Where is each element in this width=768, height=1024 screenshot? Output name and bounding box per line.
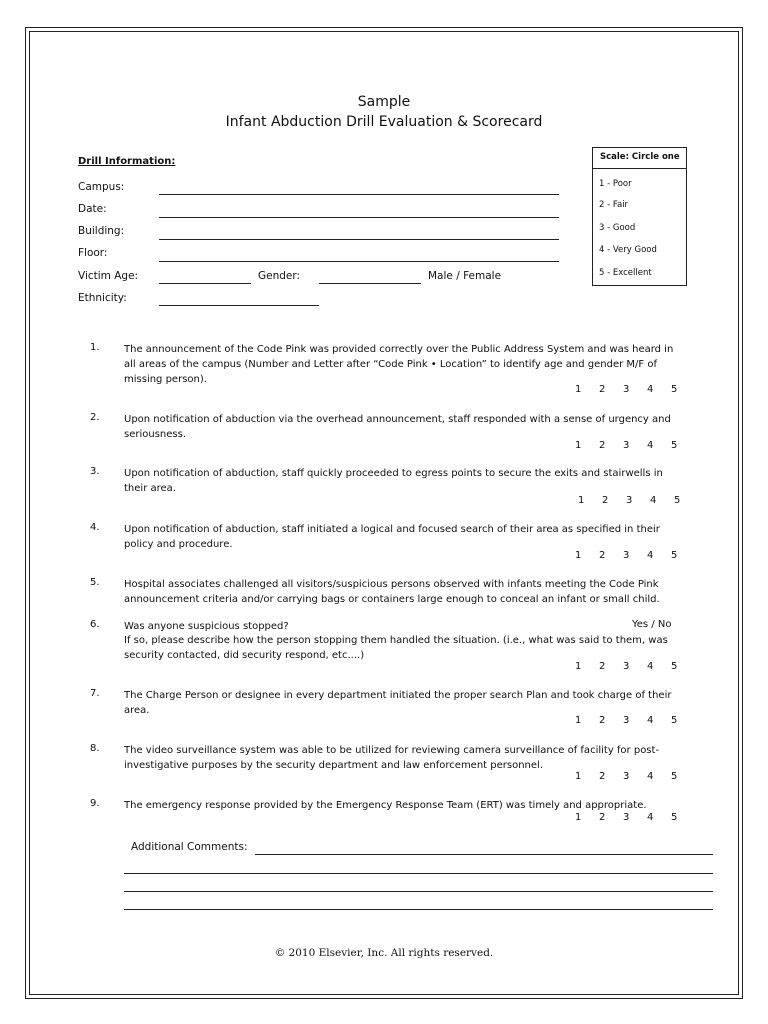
rating-option[interactable]: 5 bbox=[671, 771, 678, 782]
rating-option[interactable]: 4 bbox=[647, 715, 654, 726]
question-number: 3. bbox=[90, 466, 100, 477]
rating-option[interactable]: 5 bbox=[671, 715, 678, 726]
rating-option[interactable]: 3 bbox=[623, 384, 630, 395]
scale-item-very-good: 4 - Very Good bbox=[599, 245, 657, 255]
question-text-followup: If so, please describe how the person stopping them handled the situation. (i.e., what was said to them, was security contacted, did security respond, etc....) bbox=[124, 635, 668, 661]
rating-scale-q9[interactable] bbox=[575, 812, 695, 823]
rating-option[interactable]: 5 bbox=[671, 550, 678, 561]
rating-option[interactable]: 3 bbox=[623, 550, 630, 561]
question-text: The emergency response provided by the Emergency Response Team (ERT) was timely and appropriate. bbox=[124, 800, 647, 811]
title-main: Infant Abduction Drill Evaluation & Scorecard bbox=[225, 114, 543, 130]
question-number: 5. bbox=[90, 577, 100, 588]
rating-option[interactable]: 1 bbox=[575, 550, 582, 561]
question-text: Upon notification of abduction, staff initiated a logical and focused search of their area as specified in their policy and procedure. bbox=[124, 524, 660, 550]
question-text: Upon notification of abduction via the overhead announcement, staff responded with a sense of urgency and seriousness. bbox=[124, 414, 671, 440]
question-text: The Charge Person or designee in every department initiated the proper search Plan and took charge of their area. bbox=[124, 690, 672, 716]
rating-option[interactable]: 2 bbox=[599, 715, 606, 726]
scale-heading: Scale: Circle one bbox=[600, 152, 680, 162]
rating-option[interactable]: 2 bbox=[599, 550, 606, 561]
rating-option[interactable]: 1 bbox=[578, 495, 585, 506]
rating-option[interactable]: 3 bbox=[626, 495, 633, 506]
question-number: 9. bbox=[90, 798, 100, 809]
rating-option[interactable]: 3 bbox=[623, 661, 630, 672]
rating-scale-q4[interactable] bbox=[575, 550, 695, 561]
victim-age-field[interactable] bbox=[159, 283, 251, 284]
rating-option[interactable]: 5 bbox=[674, 495, 681, 506]
floor-field[interactable] bbox=[159, 261, 559, 262]
comments-line-3[interactable] bbox=[124, 891, 713, 892]
rating-option[interactable]: 4 bbox=[647, 440, 654, 451]
ethnicity-label: Ethnicity: bbox=[78, 292, 127, 304]
rating-option[interactable]: 2 bbox=[599, 771, 606, 782]
rating-option[interactable]: 4 bbox=[650, 495, 657, 506]
rating-option[interactable]: 4 bbox=[647, 384, 654, 395]
rating-option[interactable]: 2 bbox=[599, 440, 606, 451]
rating-option[interactable]: 1 bbox=[575, 812, 582, 823]
rating-option[interactable]: 5 bbox=[671, 661, 678, 672]
drill-info-heading: Drill Information: bbox=[78, 156, 176, 167]
question-text: Was anyone suspicious stopped? bbox=[124, 621, 289, 632]
date-label: Date: bbox=[78, 203, 107, 215]
question-text: The announcement of the Code Pink was provided correctly over the Public Address System and was heard in all areas of the campus (Number and Letter after “Code Pink • Location” to identify age and gender M/F of missing person). bbox=[124, 344, 674, 385]
rating-option[interactable]: 1 bbox=[575, 440, 582, 451]
scale-item-poor: 1 - Poor bbox=[599, 179, 632, 189]
rating-option[interactable]: 3 bbox=[623, 812, 630, 823]
building-label: Building: bbox=[78, 225, 125, 237]
rating-scale-q8[interactable] bbox=[575, 771, 695, 782]
title-sample: Sample bbox=[357, 94, 411, 110]
rating-scale-q2[interactable] bbox=[575, 440, 695, 451]
comments-line-2[interactable] bbox=[124, 873, 713, 874]
date-field[interactable] bbox=[159, 217, 559, 218]
floor-label: Floor: bbox=[78, 247, 108, 259]
rating-option[interactable]: 5 bbox=[671, 440, 678, 451]
ethnicity-field[interactable] bbox=[159, 305, 319, 306]
victim-age-label: Victim Age: bbox=[78, 270, 139, 282]
rating-scale-q1[interactable] bbox=[575, 384, 695, 395]
question-number: 6. bbox=[90, 619, 100, 630]
question-number: 8. bbox=[90, 743, 100, 754]
rating-option[interactable]: 5 bbox=[671, 384, 678, 395]
rating-option[interactable]: 2 bbox=[599, 812, 606, 823]
question-text: Hospital associates challenged all visitors/suspicious persons observed with infants meeting the Code Pink announcement criteria and/or carrying bags or containers large enough to conceal an infant or small child. bbox=[124, 579, 660, 605]
rating-option[interactable]: 2 bbox=[602, 495, 609, 506]
question-text: Upon notification of abduction, staff quickly proceeded to egress points to secure the exits and stairwells in their area. bbox=[124, 468, 663, 494]
rating-option[interactable]: 1 bbox=[575, 661, 582, 672]
building-field[interactable] bbox=[159, 239, 559, 240]
male-female-option[interactable]: Male / Female bbox=[428, 270, 502, 282]
rating-option[interactable]: 5 bbox=[671, 812, 678, 823]
scale-item-excellent: 5 - Excellent bbox=[599, 268, 652, 278]
rating-option[interactable]: 1 bbox=[575, 771, 582, 782]
comments-line-1[interactable] bbox=[255, 854, 713, 855]
question-number: 4. bbox=[90, 522, 100, 533]
rating-option[interactable]: 4 bbox=[647, 550, 654, 561]
rating-option[interactable]: 3 bbox=[623, 440, 630, 451]
scale-box-divider bbox=[592, 168, 687, 169]
rating-option[interactable]: 1 bbox=[575, 384, 582, 395]
copyright-footer: © 2010 Elsevier, Inc. All rights reserved. bbox=[274, 947, 494, 959]
gender-field[interactable] bbox=[319, 283, 421, 284]
additional-comments-label: Additional Comments: bbox=[131, 841, 248, 853]
rating-option[interactable]: 2 bbox=[599, 661, 606, 672]
question-number: 1. bbox=[90, 342, 100, 353]
rating-scale-q7[interactable] bbox=[575, 715, 695, 726]
rating-option[interactable]: 1 bbox=[575, 715, 582, 726]
rating-option[interactable]: 3 bbox=[623, 715, 630, 726]
question-number: 2. bbox=[90, 412, 100, 423]
rating-option[interactable]: 4 bbox=[647, 661, 654, 672]
gender-label: Gender: bbox=[258, 270, 301, 282]
question-number: 7. bbox=[90, 688, 100, 699]
campus-label: Campus: bbox=[78, 181, 125, 193]
rating-option[interactable]: 4 bbox=[647, 771, 654, 782]
scale-item-good: 3 - Good bbox=[599, 223, 636, 233]
rating-option[interactable]: 3 bbox=[623, 771, 630, 782]
scale-item-fair: 2 - Fair bbox=[599, 200, 629, 210]
rating-option[interactable]: 4 bbox=[647, 812, 654, 823]
comments-line-4[interactable] bbox=[124, 909, 713, 910]
campus-field[interactable] bbox=[159, 194, 559, 195]
rating-option[interactable]: 2 bbox=[599, 384, 606, 395]
yes-no-option[interactable]: Yes / No bbox=[632, 619, 672, 630]
rating-scale-q3[interactable] bbox=[578, 495, 698, 506]
question-text: The video surveillance system was able to be utilized for reviewing camera surveillance of facility for post-investigative purposes by the security department and law enforcement personnel. bbox=[124, 745, 660, 771]
rating-scale-q6[interactable] bbox=[575, 661, 695, 672]
